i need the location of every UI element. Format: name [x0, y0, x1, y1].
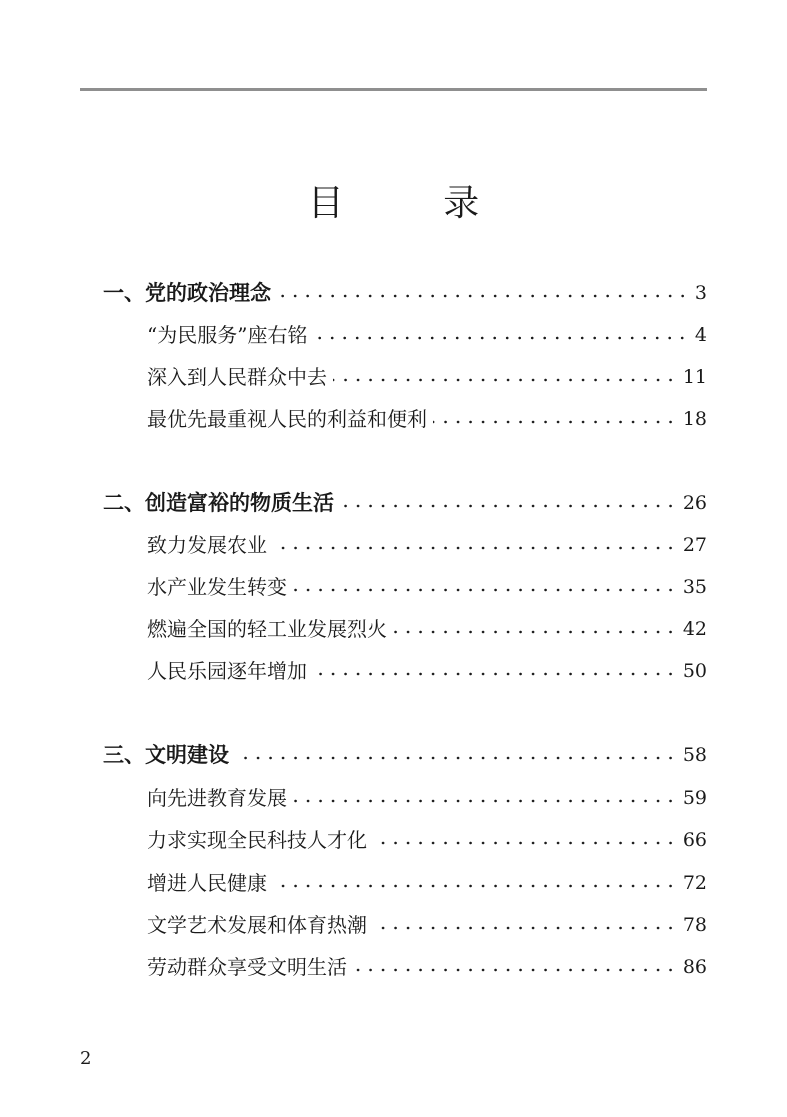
- chapter-page: 26: [682, 492, 707, 514]
- chapter-number: 三、: [103, 743, 145, 767]
- toc-section[interactable]: [147, 825, 707, 855]
- section-page: 66: [682, 829, 707, 851]
- chapter-title: 创造富裕的物质生活: [145, 491, 334, 515]
- section-page: 50: [682, 660, 707, 682]
- section-page: 27: [682, 534, 707, 556]
- chapter-number: 一、: [103, 281, 145, 305]
- toc-section[interactable]: [147, 952, 707, 982]
- dot-leader: [333, 378, 677, 382]
- section-page: 86: [682, 956, 707, 978]
- section-title: 最优先最重视人民的利益和便利: [147, 407, 427, 431]
- chapter-number: 二、: [103, 491, 145, 515]
- toc-section[interactable]: [147, 320, 707, 350]
- toc-section[interactable]: [147, 530, 707, 560]
- section-title: 致力发展农业: [147, 533, 267, 557]
- section-title: 人民乐园逐年增加: [147, 659, 307, 683]
- dot-leader: [340, 504, 677, 508]
- dot-leader: [393, 630, 677, 634]
- dot-leader: [293, 588, 677, 592]
- section-page: 78: [682, 914, 707, 936]
- toc-chapter[interactable]: [103, 278, 707, 308]
- section-title: 向先进教育发展: [147, 786, 287, 810]
- page-title: 目 录: [307, 183, 524, 224]
- section-title: 力求实现全民科技人才化: [147, 828, 367, 852]
- dot-leader: [273, 884, 677, 888]
- dot-leader: [373, 841, 677, 845]
- page-number: 2: [80, 1048, 92, 1069]
- dot-leader: [293, 799, 677, 803]
- toc-section[interactable]: [147, 614, 707, 644]
- section-title: 增进人民健康: [147, 871, 267, 895]
- section-page: 18: [682, 408, 707, 430]
- dot-leader: [353, 968, 677, 972]
- toc-section[interactable]: [147, 404, 707, 434]
- toc-section[interactable]: [147, 910, 707, 940]
- dot-leader: [373, 926, 677, 930]
- section-page: 4: [694, 324, 707, 346]
- section-page: 11: [682, 366, 707, 388]
- chapter-page: 3: [694, 282, 707, 304]
- section-title: 水产业发生转变: [147, 575, 287, 599]
- section-page: 72: [682, 872, 707, 894]
- section-page: 35: [682, 576, 707, 598]
- section-page: 42: [682, 618, 707, 640]
- toc-section[interactable]: [147, 783, 707, 813]
- dot-leader: [313, 672, 677, 676]
- toc-section[interactable]: [147, 362, 707, 392]
- toc-section[interactable]: [147, 572, 707, 602]
- toc-section[interactable]: [147, 868, 707, 898]
- section-page: 59: [682, 787, 707, 809]
- toc-chapter[interactable]: [103, 740, 707, 770]
- section-title: 深入到人民群众中去: [147, 365, 327, 389]
- section-title: 劳动群众享受文明生活: [147, 955, 347, 979]
- dot-leader: [235, 756, 677, 760]
- section-title: 文学艺术发展和体育热潮: [147, 913, 367, 937]
- dot-leader: [277, 294, 689, 298]
- toc-section[interactable]: [147, 656, 707, 686]
- chapter-title: 党的政治理念: [145, 281, 271, 305]
- dot-leader: [313, 336, 688, 340]
- section-title: “为民服务”座右铭: [147, 323, 308, 347]
- toc-chapter[interactable]: [103, 488, 707, 518]
- dot-leader: [273, 546, 677, 550]
- chapter-title: 文明建设: [145, 743, 229, 767]
- chapter-page: 58: [682, 744, 707, 766]
- section-title: 燃遍全国的轻工业发展烈火: [147, 617, 387, 641]
- dot-leader: [433, 420, 677, 424]
